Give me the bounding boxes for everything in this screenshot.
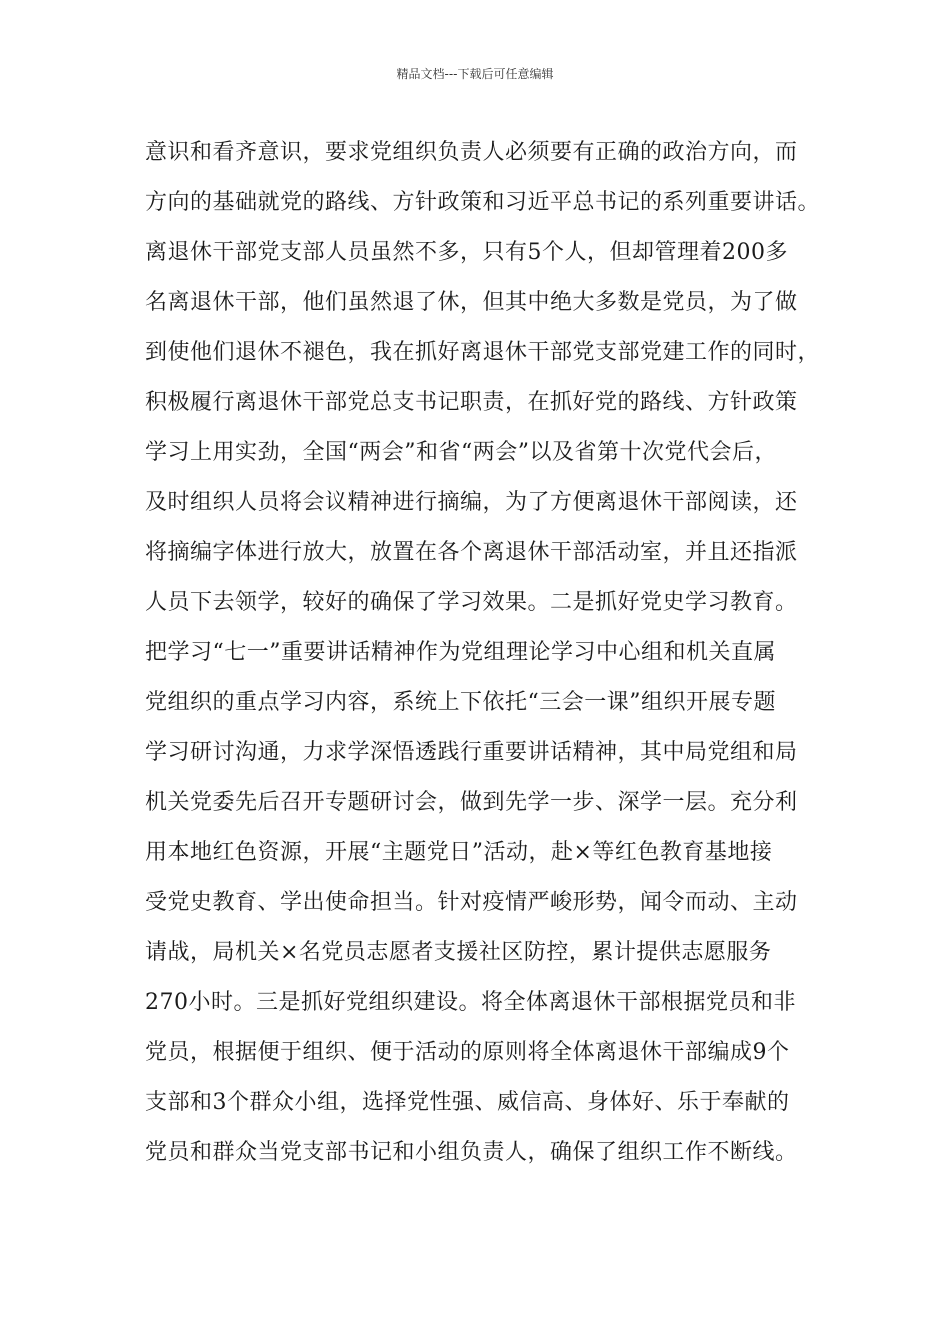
text-line: 积极履行离退休干部党总支书记职责，在抓好党的路线、方针政策 bbox=[145, 390, 798, 415]
text-line: 人员下去领学，较好的确保了学习效果。二是抓好党史学习教育。 bbox=[145, 590, 798, 615]
text-line: 意识和看齐意识，要求党组织负责人必须要有正确的政治方向，而 bbox=[145, 140, 798, 165]
text-line: 受党史教育、学出使命担当。针对疫情严峻形势，闻令而动、主动 bbox=[145, 890, 798, 915]
text-line: 党组织的重点学习内容，系统上下依托“三会一课”组织开展专题 bbox=[145, 690, 776, 715]
text-line: 学习上用实劲，全国“两会”和省“两会”以及省第十次党代会后， bbox=[145, 440, 777, 465]
text-line: 用本地红色资源，开展“主题党日”活动，赴×等红色教育基地接 bbox=[145, 840, 773, 865]
text-line: 党员和群众当党支部书记和小组负责人，确保了组织工作不断线。 bbox=[145, 1140, 798, 1165]
text-line: 方向的基础就党的路线、方针政策和习近平总书记的系列重要讲话。 bbox=[145, 190, 821, 215]
text-line: 把学习“七一”重要讲话精神作为党组理论学习中心组和机关直属 bbox=[145, 640, 776, 665]
text-line: 支部和3个群众小组，选择党性强、威信高、身体好、乐于奉献的 bbox=[145, 1090, 790, 1115]
document-body bbox=[145, 128, 821, 1178]
text-line: 270小时。三是抓好党组织建设。将全体离退休干部根据党员和非 bbox=[145, 990, 796, 1015]
text-line: 名离退休干部，他们虽然退了休，但其中绝大多数是党员，为了做 bbox=[145, 290, 798, 315]
text-line: 请战，局机关×名党员志愿者支援社区防控，累计提供志愿服务 bbox=[145, 940, 772, 965]
text-line: 及时组织人员将会议精神进行摘编，为了方便离退休干部阅读，还 bbox=[145, 490, 798, 515]
text-line: 到使他们退休不褪色，我在抓好离退休干部党支部党建工作的同时， bbox=[145, 340, 821, 365]
text-line: 离退休干部党支部人员虽然不多，只有5个人，但却管理着200多 bbox=[145, 240, 788, 265]
text-line: 党员，根据便于组织、便于活动的原则将全体离退休干部编成9个 bbox=[145, 1040, 790, 1065]
page-header: 精品文档---下载后可任意编辑 bbox=[396, 67, 554, 81]
text-line: 将摘编字体进行放大，放置在各个离退休干部活动室，并且还指派 bbox=[145, 540, 798, 565]
text-line: 机关党委先后召开专题研讨会，做到先学一步、深学一层。充分利 bbox=[145, 790, 798, 815]
text-line: 学习研讨沟通，力求学深悟透践行重要讲话精神，其中局党组和局 bbox=[145, 740, 798, 765]
